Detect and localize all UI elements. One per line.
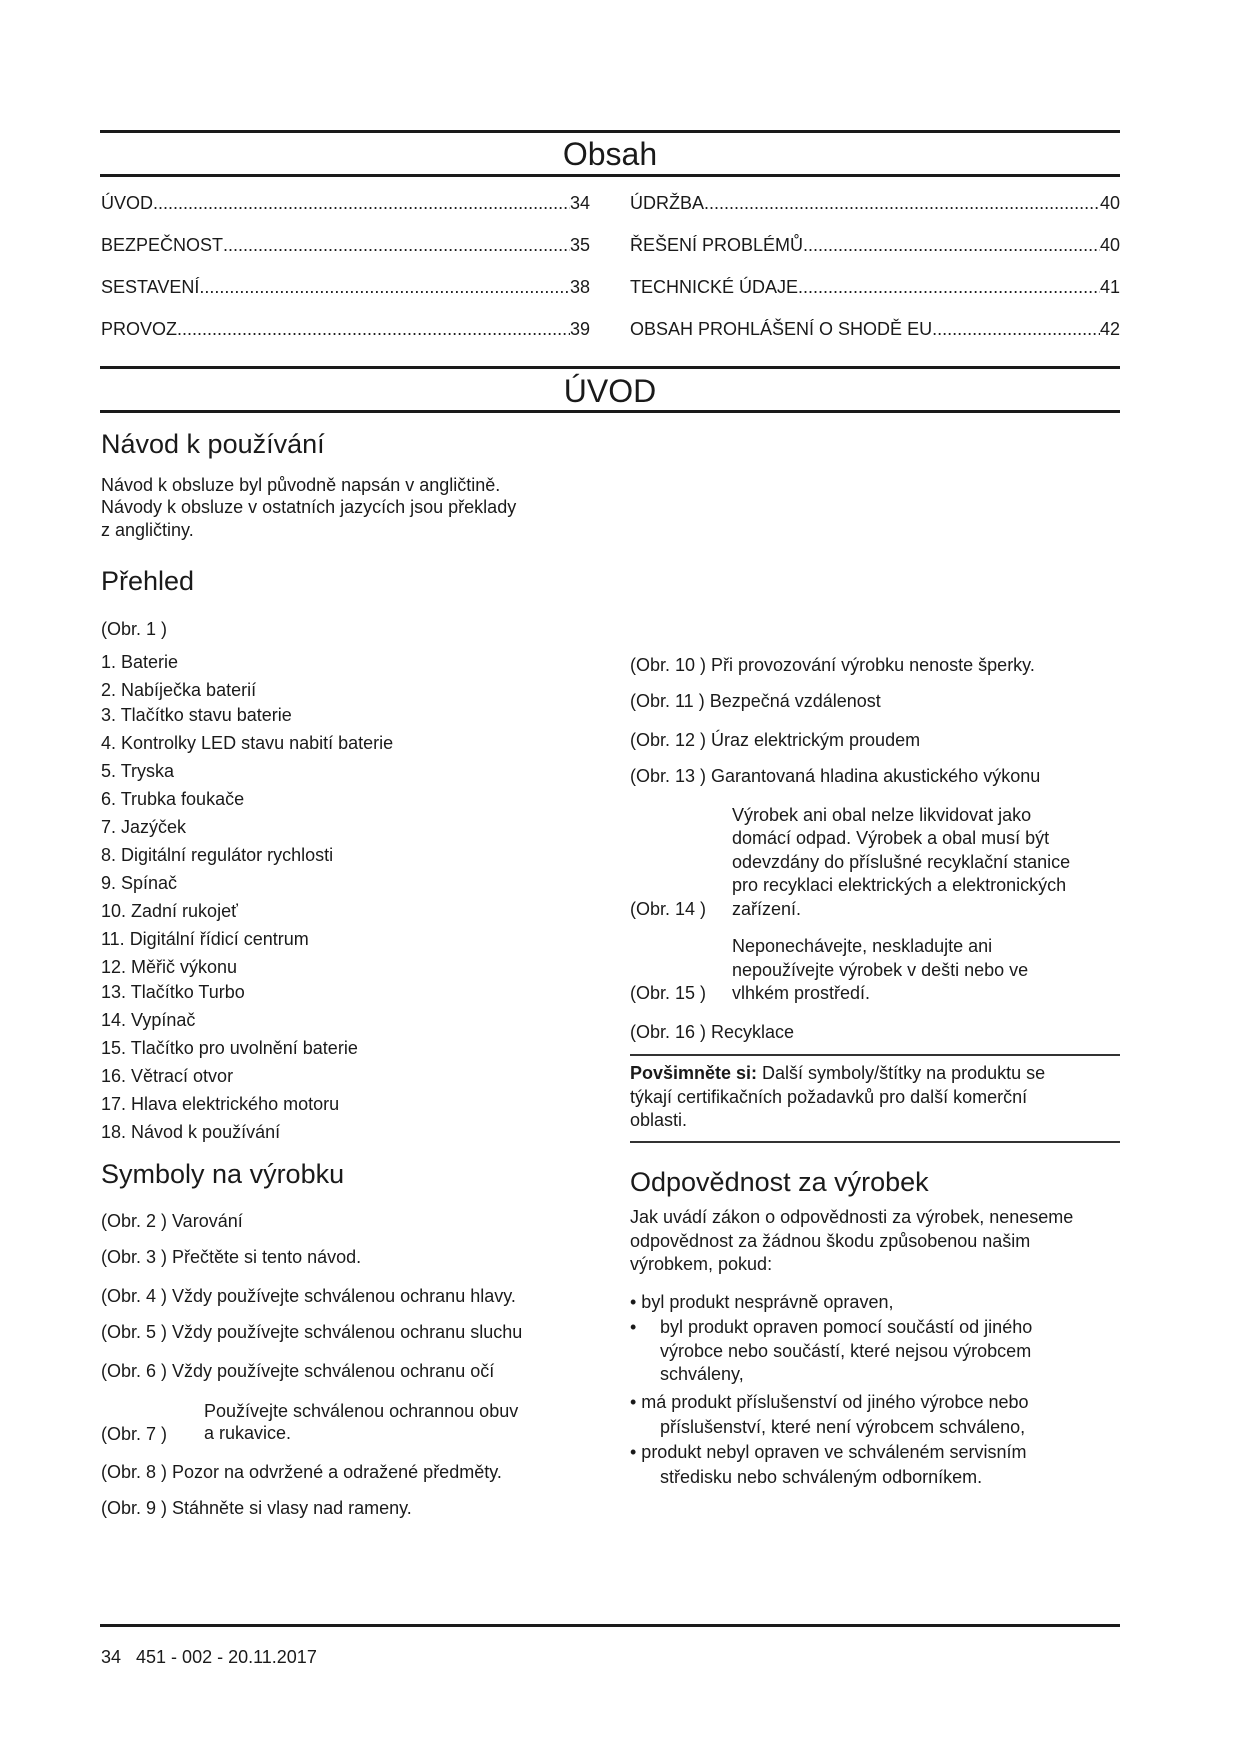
toc-leader-dots <box>223 234 570 256</box>
toc-bottom-rule <box>100 174 1120 177</box>
toc-entry-label: BEZPEČNOST <box>101 235 224 255</box>
note-line: týkají certifikačních požadavků pro další komerční <box>630 1087 1028 1107</box>
note-label: Povšimněte si: <box>630 1063 758 1083</box>
liability-bullet: středisku nebo schváleným odborníkem. <box>660 1467 983 1487</box>
symbol-obr4: (Obr. 4 ) Vždy používejte schválenou ochranu hlavy. <box>101 1286 516 1306</box>
toc-entry-technicke-udaje[interactable] <box>630 276 1120 298</box>
overview-item: 9. Spínač <box>101 873 178 893</box>
overview-item: 10. Zadní rukojeť <box>101 901 238 921</box>
liability-bullet: • byl produkt nesprávně opraven, <box>630 1292 894 1312</box>
liability-bullet: byl produkt opraven pomocí součástí od jiného <box>660 1317 1033 1337</box>
section-top-rule <box>100 366 1120 369</box>
symbol-obr14-text: odevzdány do příslušné recyklační stanice <box>732 852 1071 872</box>
toc-entry-uvod[interactable] <box>101 192 590 214</box>
toc-leader-dots <box>199 276 570 298</box>
toc-entry-reseni-problemu[interactable] <box>630 234 1120 256</box>
section-title: ÚVOD <box>563 373 657 409</box>
overview-item: 11. Digitální řídicí centrum <box>101 929 309 949</box>
overview-item: 5. Tryska <box>101 761 175 781</box>
liability-bullet: • má produkt příslušenství od jiného výrobce nebo <box>630 1392 1029 1412</box>
overview-item: 3. Tlačítko stavu baterie <box>101 705 292 725</box>
liability-intro-line: odpovědnost za žádnou škodu způsobenou našim <box>630 1231 1031 1251</box>
toc-leader-dots <box>153 192 570 214</box>
toc-entry-provoz[interactable] <box>101 318 590 340</box>
toc-entry-page: 34 <box>569 193 590 213</box>
note-bottom-rule <box>630 1141 1120 1143</box>
toc-entry-label: PROVOZ <box>101 319 178 339</box>
liability-bullet-mark: • <box>630 1317 637 1337</box>
symbol-obr11: (Obr. 11 ) Bezpečná vzdálenost <box>630 691 881 711</box>
toc-entry-page: 42 <box>1099 319 1120 339</box>
liability-bullet: příslušenství, které není výrobcem schváleno, <box>660 1417 1026 1437</box>
toc-entry-sestaveni[interactable] <box>101 276 590 298</box>
symbol-obr2: (Obr. 2 ) Varování <box>101 1211 243 1231</box>
liability-bullet: • produkt nebyl opraven ve schváleném servisním <box>630 1442 1027 1462</box>
toc-entry-page: 35 <box>569 235 590 255</box>
symbol-obr15-label: (Obr. 15 ) <box>630 983 707 1003</box>
overview-heading: Přehled <box>101 566 195 596</box>
symbol-obr13: (Obr. 13 ) Garantovaná hladina akustického výkonu <box>630 766 1041 786</box>
symbol-obr15-text: nepoužívejte výrobek v dešti nebo ve <box>732 960 1029 980</box>
symbol-obr7-text: a rukavice. <box>204 1423 292 1443</box>
liability-heading: Odpovědnost za výrobek <box>630 1167 929 1197</box>
symbol-obr5: (Obr. 5 ) Vždy používejte schválenou ochranu sluchu <box>101 1322 523 1342</box>
footer-text: 34 451 - 002 - 20.11.2017 <box>101 1647 317 1667</box>
toc-leader-dots <box>704 192 1100 214</box>
overview-item: 13. Tlačítko Turbo <box>101 982 245 1002</box>
symbol-obr8: (Obr. 8 ) Pozor na odvržené a odražené předměty. <box>101 1462 502 1482</box>
symbol-obr6: (Obr. 6 ) Vždy používejte schválenou ochranu očí <box>101 1361 495 1381</box>
manual-heading: Návod k používání <box>101 429 325 459</box>
note-top-rule <box>630 1054 1120 1056</box>
toc-top-rule <box>100 130 1120 133</box>
overview-item: 8. Digitální regulátor rychlosti <box>101 845 334 865</box>
symbol-obr14-label: (Obr. 14 ) <box>630 899 707 919</box>
overview-item: 12. Měřič výkonu <box>101 957 238 977</box>
toc-leader-dots <box>177 318 570 340</box>
toc-entry-label: SESTAVENÍ <box>101 277 200 297</box>
overview-item: 17. Hlava elektrického motoru <box>101 1094 340 1114</box>
symbol-obr15-text: Neponechávejte, neskladujte ani <box>732 936 993 956</box>
toc-entry-udrzba[interactable] <box>630 192 1120 214</box>
toc-entry-bezpecnost[interactable] <box>101 234 590 256</box>
overview-item: 15. Tlačítko pro uvolnění baterie <box>101 1038 358 1058</box>
symbol-obr14-text: pro recyklaci elektrických a elektronických <box>732 875 1067 895</box>
symbol-obr10: (Obr. 10 ) Při provozování výrobku nenoste šperky. <box>630 655 1035 675</box>
toc-entry-page: 40 <box>1099 235 1120 255</box>
overview-item: 4. Kontrolky LED stavu nabití baterie <box>101 733 394 753</box>
section-bottom-rule <box>100 410 1120 413</box>
toc-entry-page: 39 <box>569 319 590 339</box>
footer-rule <box>100 1624 1120 1627</box>
overview-item: 1. Baterie <box>101 652 179 672</box>
liability-bullet: výrobce nebo součástí, které nejsou výrobcem <box>660 1341 1032 1361</box>
toc-entry-page: 38 <box>569 277 590 297</box>
liability-intro-line: Jak uvádí zákon o odpovědnosti za výrobek, neneseme <box>630 1207 1074 1227</box>
toc-entry-label: OBSAH PROHLÁŠENÍ O SHODĚ EU <box>630 319 933 339</box>
overview-item: 18. Návod k používání <box>101 1122 281 1142</box>
note-line <box>630 1062 1045 1084</box>
overview-item: 2. Nabíječka baterií <box>101 680 257 700</box>
overview-item: 16. Větrací otvor <box>101 1066 234 1086</box>
toc-leader-dots <box>803 234 1100 256</box>
overview-item: 6. Trubka foukače <box>101 789 245 809</box>
symbols-heading: Symboly na výrobku <box>101 1159 345 1189</box>
toc-entry-label: ŘEŠENÍ PROBLÉMŮ <box>630 235 804 255</box>
liability-intro-line: výrobkem, pokud: <box>630 1254 773 1274</box>
toc-entry-page: 40 <box>1099 193 1120 213</box>
symbol-obr12: (Obr. 12 ) Úraz elektrickým proudem <box>630 730 921 750</box>
overview-item: 7. Jazýček <box>101 817 187 837</box>
manual-text-line: Návod k obsluze byl původně napsán v angličtině. <box>101 475 501 495</box>
note-line: oblasti. <box>630 1110 688 1130</box>
overview-figure-ref: (Obr. 1 ) <box>101 619 168 639</box>
manual-text-line: z angličtiny. <box>101 520 194 540</box>
symbol-obr3: (Obr. 3 ) Přečtěte si tento návod. <box>101 1247 362 1267</box>
symbol-obr14-text: zařízení. <box>732 899 802 919</box>
toc-title: Obsah <box>562 136 658 172</box>
overview-item: 14. Vypínač <box>101 1010 196 1030</box>
symbol-obr14-text: Výrobek ani obal nelze likvidovat jako <box>732 805 1032 825</box>
manual-text-line: Návody k obsluze v ostatních jazycích jsou překlady <box>101 497 517 517</box>
symbol-obr14-text: domácí odpad. Výrobek a obal musí být <box>732 828 1050 848</box>
symbol-obr15-text: vlhkém prostředí. <box>732 983 871 1003</box>
symbol-obr7-text: Používejte schválenou ochrannou obuv <box>204 1401 519 1421</box>
toc-entry-label: TECHNICKÉ ÚDAJE <box>630 277 799 297</box>
symbol-obr9: (Obr. 9 ) Stáhněte si vlasy nad rameny. <box>101 1498 412 1518</box>
toc-entry-label: ÚDRŽBA <box>630 193 705 213</box>
toc-entry-page: 41 <box>1099 277 1120 297</box>
toc-entry-label: ÚVOD <box>101 193 154 213</box>
liability-bullet: schváleny, <box>660 1364 744 1384</box>
toc-leader-dots <box>798 276 1100 298</box>
toc-entry-prohlaseni[interactable] <box>630 318 1120 340</box>
toc-leader-dots <box>932 318 1100 340</box>
symbol-obr7-label: (Obr. 7 ) <box>101 1424 168 1444</box>
symbol-obr16: (Obr. 16 ) Recyklace <box>630 1022 795 1042</box>
note-text: Další symboly/štítky na produktu se <box>757 1063 1046 1083</box>
